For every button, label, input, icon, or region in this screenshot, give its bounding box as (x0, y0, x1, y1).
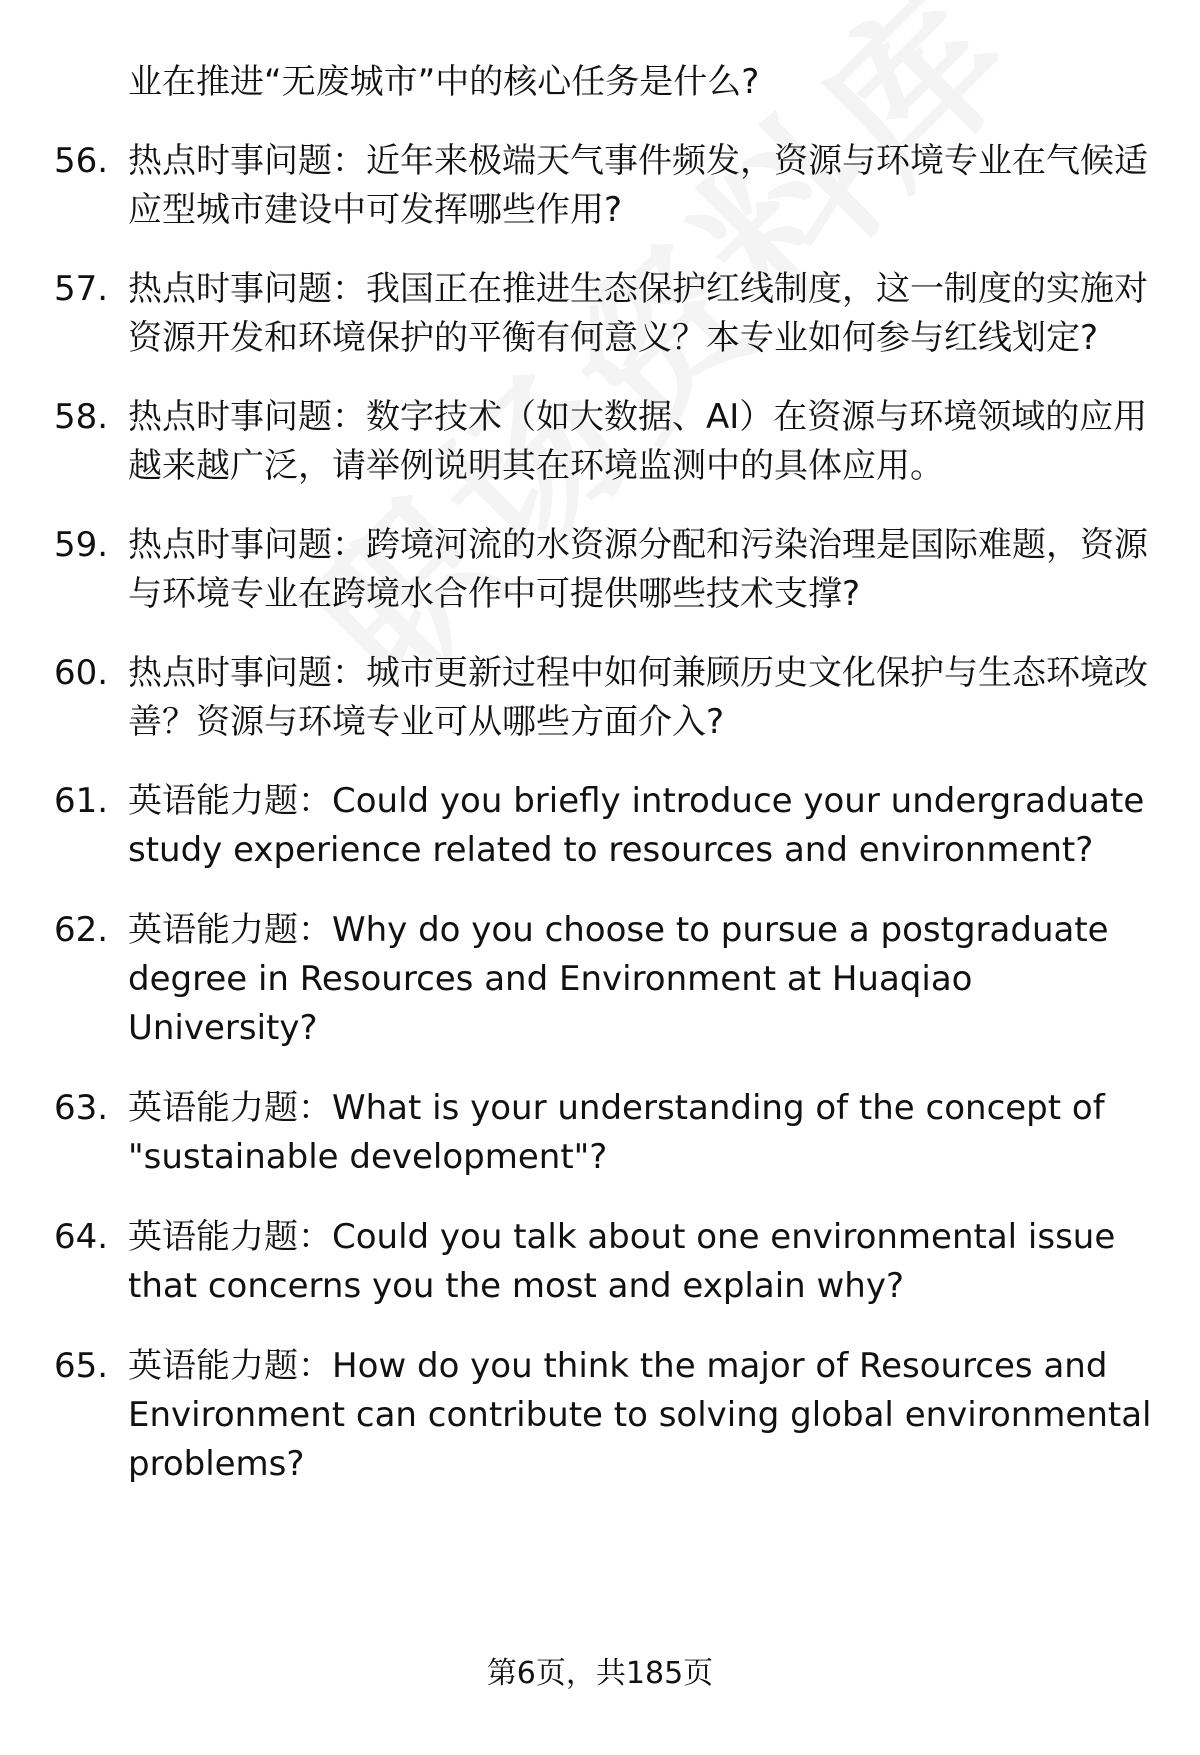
question-text: Could you briefly introduce your undergraduate study experience related to resources and environment? (128, 781, 1145, 870)
question-item-62 (54, 906, 1154, 1053)
question-item-56 (54, 137, 1154, 235)
question-text: Could you talk about one environmental issue that concerns you the most and explain why? (128, 1217, 1116, 1306)
question-text-container (128, 1342, 1154, 1489)
question-number: 61. (54, 781, 109, 821)
question-text: 我国正在推进生态保护红线制度，这一制度的实施对资源开发和环境保护的平衡有何意义？本专业如何参与红线划定? (128, 269, 1148, 358)
question-category: 英语能力题： (128, 1217, 332, 1257)
question-number: 63. (54, 1088, 109, 1128)
question-item-59 (54, 521, 1154, 619)
question-text-container (128, 1084, 1154, 1182)
question-category: 英语能力题： (128, 1088, 332, 1128)
question-category: 热点时事问题： (128, 653, 366, 693)
question-list (54, 58, 1154, 1520)
question-text-container (128, 1213, 1154, 1311)
question-text-container (128, 649, 1154, 747)
question-item-65 (54, 1342, 1154, 1489)
question-text-container (128, 521, 1154, 619)
question-category: 英语能力题： (128, 1346, 332, 1386)
continued-question-text: 业在推进“无废城市”中的核心任务是什么? (128, 62, 760, 102)
question-category: 热点时事问题： (128, 397, 366, 437)
question-category: 英语能力题： (128, 910, 332, 950)
question-item-63 (54, 1084, 1154, 1182)
question-text: Why do you choose to pursue a postgraduate degree in Resources and Environment at Huaqiao University? (128, 910, 1109, 1048)
question-item-58 (54, 393, 1154, 491)
question-item-60 (54, 649, 1154, 747)
question-number: 62. (54, 910, 109, 950)
question-item-64 (54, 1213, 1154, 1311)
page-number-footer: 第6页，共185页 (486, 1656, 714, 1691)
question-text-container (128, 137, 1154, 235)
question-text-container (128, 777, 1154, 875)
question-category: 热点时事问题： (128, 141, 366, 181)
question-item-61 (54, 777, 1154, 875)
question-number: 57. (54, 269, 109, 309)
question-number: 58. (54, 397, 109, 437)
question-text: 数字技术（如大数据、AI）在资源与环境领域的应用越来越广泛，请举例说明其在环境监测中的具体应用。 (128, 397, 1148, 486)
question-text: What is your understanding of the concept of "sustainable development"? (128, 1088, 1105, 1177)
question-text-container (128, 393, 1154, 491)
question-category: 英语能力题： (128, 781, 332, 821)
question-text: How do you think the major of Resources and Environment can contribute to solving global environmental problems? (128, 1346, 1152, 1484)
question-text-container (128, 906, 1154, 1053)
question-category: 热点时事问题： (128, 525, 366, 565)
question-item-57 (54, 265, 1154, 363)
question-text-container (128, 265, 1154, 363)
question-text: 城市更新过程中如何兼顾历史文化保护与生态环境改善？资源与环境专业可从哪些方面介入? (128, 653, 1148, 742)
question-number: 59. (54, 525, 109, 565)
question-text: 跨境河流的水资源分配和污染治理是国际难题，资源与环境专业在跨境水合作中可提供哪些技术支撑? (128, 525, 1148, 614)
question-text: 近年来极端天气事件频发，资源与环境专业在气候适应型城市建设中可发挥哪些作用? (128, 141, 1148, 230)
question-number: 56. (54, 141, 109, 181)
question-number: 60. (54, 653, 109, 693)
question-number: 64. (54, 1217, 109, 1257)
question-number: 65. (54, 1346, 109, 1386)
question-category: 热点时事问题： (128, 269, 366, 309)
